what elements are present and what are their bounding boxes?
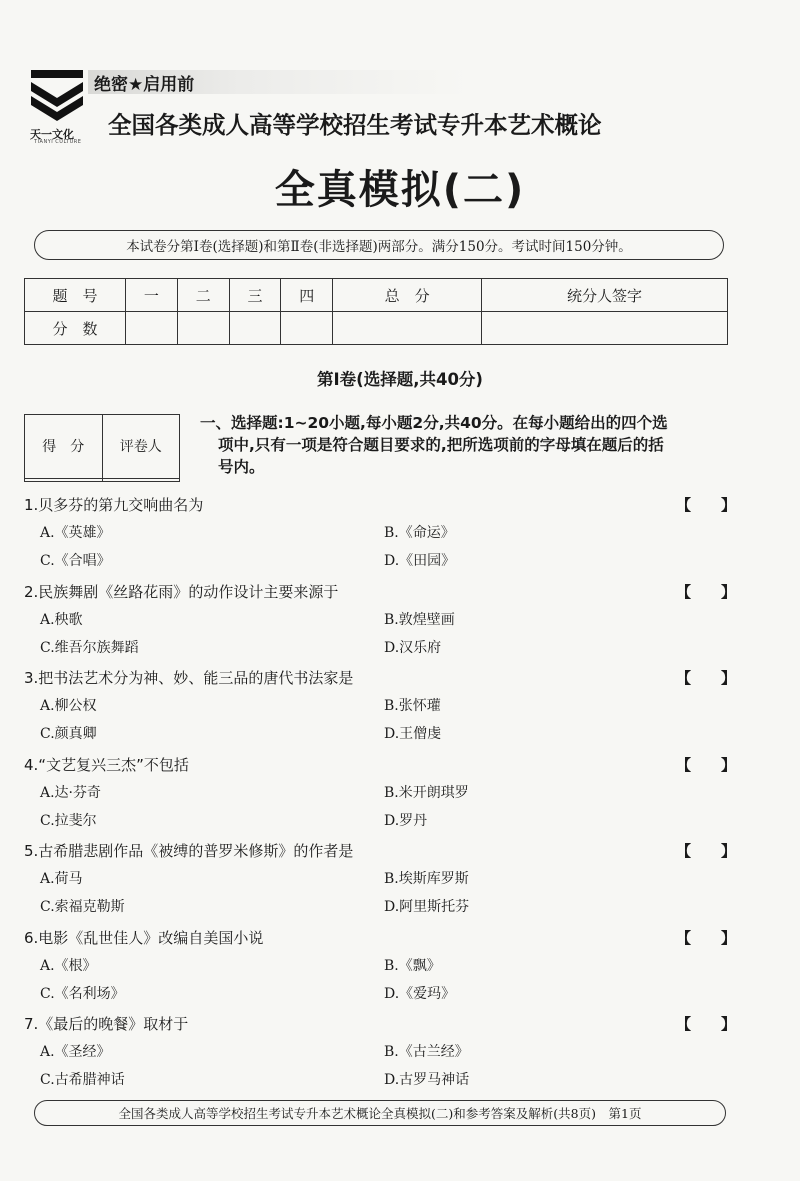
confidential-label: 绝密★启用前 [94,75,195,95]
option-c: C.索福克勒斯 [40,899,125,915]
logo-subtext: TIANYI CULTURE [34,139,82,145]
grader-header-cell: 评卷人 [102,415,180,479]
question-stem: 3.把书法艺术分为神、妙、能三品的唐代书法家是 [24,669,354,687]
page-footer [34,1100,726,1126]
option-b: B.《命运》 [384,525,455,541]
score-header-cell: 总 分 [333,279,482,312]
option-a: A.《圣经》 [40,1044,111,1060]
question-stem: 2.民族舞剧《丝路花雨》的动作设计主要来源于 [24,582,339,601]
option-b: B.敦煌壁画 [384,611,455,628]
option-d: D.《爱玛》 [384,985,456,1002]
answer-bracket[interactable]: 【 】 [676,1015,737,1033]
option-c: C.拉斐尔 [40,812,97,829]
option-d: D.汉乐府 [384,639,442,656]
score-cell[interactable] [177,312,229,345]
option-b: B.《飘》 [384,957,441,974]
option-d: D.罗丹 [384,812,428,829]
option-a: A.《英雄》 [40,525,111,541]
question-stem: 1.贝多芬的第九交响曲名为 [24,496,204,514]
option-a: A.《根》 [40,957,97,974]
section-desc-line: 项中,只有一项是符合题目要求的,把所选项前的字母填在题后的括 [218,436,664,454]
option-a: A.秧歌 [40,611,83,628]
score-header-cell: 三 [229,279,281,312]
instructions-box [34,230,724,260]
answer-bracket[interactable]: 【 】 [676,496,737,514]
option-c: C.古希腊神话 [40,1072,125,1088]
exam-subtitle: 全真模拟(二) [274,167,526,213]
option-d: D.阿里斯托芬 [384,899,470,915]
grader-header-cell: 得 分 [25,415,103,479]
question-stem: 7.《最后的晚餐》取材于 [24,1015,189,1033]
score-cell[interactable] [229,312,281,345]
logo-text: 天一文化 [30,128,74,141]
score-table [24,278,728,345]
option-d: D.王僧虔 [384,726,442,742]
answer-bracket[interactable]: 【 】 [676,928,737,947]
score-cell[interactable] [126,312,178,345]
answer-bracket[interactable]: 【 】 [676,755,737,774]
option-a: A.荷马 [40,871,83,887]
question-stem: 4.“文艺复兴三杰”不包括 [24,755,189,774]
grader-score-cell[interactable] [25,478,103,481]
answer-bracket[interactable]: 【 】 [676,842,737,860]
option-a: A.柳公权 [40,698,97,714]
question-stem: 6.电影《乱世佳人》改编自美国小说 [24,928,264,947]
option-c: C.维吾尔族舞蹈 [40,639,139,656]
option-b: B.张怀瓘 [384,698,441,714]
score-table-score-row [25,312,728,345]
score-table-header-row [25,279,728,312]
score-header-cell: 二 [177,279,229,312]
option-d: D.《田园》 [384,553,456,569]
footer-text: 全国各类成人高等学校招生考试专升本艺术概论全真模拟(二)和参考答案及解析(共8页) 第1页 [118,1106,642,1121]
score-header-cell: 四 [281,279,333,312]
grader-table [24,414,180,482]
score-cell[interactable] [482,312,728,345]
score-header-cell: 统分人签字 [482,279,728,312]
grader-name-cell[interactable] [102,478,180,481]
score-header-cell: 一 [126,279,178,312]
score-cell[interactable] [333,312,482,345]
section-description [200,412,740,478]
question-stem: 5.古希腊悲剧作品《被缚的普罗米修斯》的作者是 [24,842,354,860]
option-c: C.《合唱》 [40,553,111,569]
answer-bracket[interactable]: 【 】 [676,669,737,687]
answer-bracket[interactable]: 【 】 [676,582,737,601]
option-d: D.古罗马神话 [384,1072,470,1088]
option-b: B.《古兰经》 [384,1044,469,1060]
section-desc-line: 一、选择题:1~20小题,每小题2分,共40分。在每小题给出的四个选 [200,414,668,432]
option-b: B.米开朗琪罗 [384,784,469,801]
section-title: 第Ⅰ卷(选择题,共40分) [317,370,483,389]
section-desc-line: 号内。 [218,458,265,476]
chevron-logo-icon [28,68,86,124]
option-b: B.埃斯库罗斯 [384,871,469,887]
option-c: C.《名利场》 [40,985,125,1002]
option-c: C.颜真卿 [40,726,97,742]
exam-title: 全国各类成人高等学校招生考试专升本艺术概论 [108,111,602,139]
option-a: A.达·芬奇 [40,784,102,801]
score-row-label: 分 数 [25,312,126,345]
score-cell[interactable] [281,312,333,345]
instructions-text: 本试卷分第Ⅰ卷(选择题)和第Ⅱ卷(非选择题)两部分。满分150分。考试时间150分钟。 [126,239,632,255]
score-header-cell: 题 号 [25,279,126,312]
